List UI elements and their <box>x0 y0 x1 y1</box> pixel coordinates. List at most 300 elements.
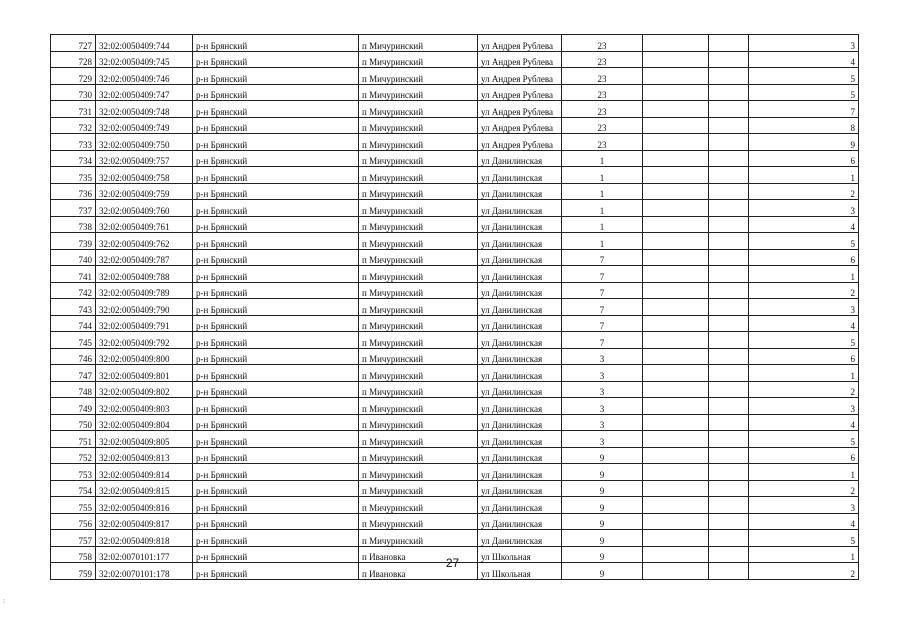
district: р-н Брянский <box>193 249 359 266</box>
district: р-н Брянский <box>193 398 359 415</box>
empty-cell <box>709 282 749 299</box>
empty-cell <box>709 365 749 382</box>
cadastral-number: 32:02:0050409:750 <box>96 134 193 151</box>
table-row <box>51 365 859 382</box>
house-number: 1 <box>562 183 643 200</box>
house-number: 23 <box>562 84 643 101</box>
house-number: 9 <box>562 497 643 514</box>
row-number: 758 <box>51 546 96 563</box>
cadastral-number: 32:02:0050409:788 <box>96 266 193 283</box>
empty-cell <box>709 530 749 547</box>
locality: п Мичуринский <box>359 35 478 52</box>
district: р-н Брянский <box>193 84 359 101</box>
locality: п Мичуринский <box>359 183 478 200</box>
table-row <box>51 84 859 101</box>
locality: п Ивановка <box>359 563 478 580</box>
district: р-н Брянский <box>193 513 359 530</box>
cadastral-number: 32:02:0050409:762 <box>96 233 193 250</box>
cadastral-number: 32:02:0050409:814 <box>96 464 193 481</box>
district: р-н Брянский <box>193 68 359 85</box>
district: р-н Брянский <box>193 150 359 167</box>
street: ул Школьная <box>478 546 562 563</box>
street: ул Данилинская <box>478 200 562 217</box>
table-row <box>51 35 859 52</box>
row-number: 745 <box>51 332 96 349</box>
cadastral-number: 32:02:0050409:818 <box>96 530 193 547</box>
empty-cell <box>709 513 749 530</box>
house-number: 1 <box>562 150 643 167</box>
row-number: 747 <box>51 365 96 382</box>
apartment-number: 1 <box>749 464 859 481</box>
empty-cell <box>709 480 749 497</box>
street: ул Данилинская <box>478 183 562 200</box>
empty-cell <box>709 68 749 85</box>
district: р-н Брянский <box>193 117 359 134</box>
cadastral-number: 32:02:0050409:745 <box>96 51 193 68</box>
district: р-н Брянский <box>193 530 359 547</box>
empty-cell <box>709 381 749 398</box>
locality: п Мичуринский <box>359 68 478 85</box>
house-number: 7 <box>562 332 643 349</box>
cadastral-number: 32:02:0050409:800 <box>96 348 193 365</box>
locality: п Мичуринский <box>359 398 478 415</box>
district: р-н Брянский <box>193 348 359 365</box>
street: ул Данилинская <box>478 282 562 299</box>
apartment-number: 3 <box>749 398 859 415</box>
table-row <box>51 200 859 217</box>
cadastral-number: 32:02:0050409:801 <box>96 365 193 382</box>
street: ул Данилинская <box>478 332 562 349</box>
table-row <box>51 464 859 481</box>
district: р-н Брянский <box>193 51 359 68</box>
cadastral-number: 32:02:0070101:178 <box>96 563 193 580</box>
cadastral-number: 32:02:0050409:803 <box>96 398 193 415</box>
apartment-number: 1 <box>749 167 859 184</box>
table-row <box>51 431 859 448</box>
locality: п Мичуринский <box>359 431 478 448</box>
empty-cell <box>643 35 709 52</box>
house-number: 3 <box>562 381 643 398</box>
cadastral-number: 32:02:0050409:747 <box>96 84 193 101</box>
district: р-н Брянский <box>193 464 359 481</box>
cadastral-number: 32:02:0050409:787 <box>96 249 193 266</box>
table-row <box>51 299 859 316</box>
scan-margin-mark: ⁝ <box>3 598 5 605</box>
cadastral-number: 32:02:0050409:813 <box>96 447 193 464</box>
house-number: 9 <box>562 546 643 563</box>
locality: п Мичуринский <box>359 101 478 118</box>
empty-cell <box>709 84 749 101</box>
table-row <box>51 497 859 514</box>
empty-cell <box>643 480 709 497</box>
registry-table <box>50 34 859 580</box>
locality: п Мичуринский <box>359 513 478 530</box>
empty-cell <box>643 398 709 415</box>
house-number: 9 <box>562 464 643 481</box>
empty-cell <box>709 216 749 233</box>
page-number: 27 <box>445 556 460 570</box>
street: ул Данилинская <box>478 381 562 398</box>
house-number: 3 <box>562 365 643 382</box>
table-row <box>51 167 859 184</box>
row-number: 743 <box>51 299 96 316</box>
empty-cell <box>643 497 709 514</box>
empty-cell <box>709 299 749 316</box>
row-number: 754 <box>51 480 96 497</box>
district: р-н Брянский <box>193 183 359 200</box>
empty-cell <box>643 51 709 68</box>
district: р-н Брянский <box>193 35 359 52</box>
apartment-number: 6 <box>749 348 859 365</box>
apartment-number: 3 <box>749 299 859 316</box>
street: ул Данилинская <box>478 249 562 266</box>
row-number: 755 <box>51 497 96 514</box>
locality: п Мичуринский <box>359 266 478 283</box>
empty-cell <box>643 266 709 283</box>
house-number: 3 <box>562 414 643 431</box>
apartment-number: 3 <box>749 200 859 217</box>
table-row <box>51 266 859 283</box>
district: р-н Брянский <box>193 134 359 151</box>
row-number: 737 <box>51 200 96 217</box>
empty-cell <box>643 216 709 233</box>
empty-cell <box>709 51 749 68</box>
district: р-н Брянский <box>193 414 359 431</box>
apartment-number: 4 <box>749 51 859 68</box>
district: р-н Брянский <box>193 233 359 250</box>
empty-cell <box>709 431 749 448</box>
row-number: 750 <box>51 414 96 431</box>
table-row <box>51 513 859 530</box>
street: ул Данилинская <box>478 216 562 233</box>
empty-cell <box>709 447 749 464</box>
street: ул Данилинская <box>478 299 562 316</box>
cadastral-number: 32:02:0050409:802 <box>96 381 193 398</box>
empty-cell <box>643 282 709 299</box>
apartment-number: 4 <box>749 414 859 431</box>
cadastral-number: 32:02:0050409:805 <box>96 431 193 448</box>
apartment-number: 4 <box>749 216 859 233</box>
street: ул Андрея Рублева <box>478 68 562 85</box>
apartment-number: 2 <box>749 381 859 398</box>
table-row <box>51 530 859 547</box>
street: ул Данилинская <box>478 398 562 415</box>
district: р-н Брянский <box>193 563 359 580</box>
table-row <box>51 315 859 332</box>
empty-cell <box>643 414 709 431</box>
locality: п Мичуринский <box>359 332 478 349</box>
street: ул Данилинская <box>478 431 562 448</box>
apartment-number: 5 <box>749 431 859 448</box>
locality: п Ивановка <box>359 546 478 563</box>
district: р-н Брянский <box>193 216 359 233</box>
house-number: 9 <box>562 447 643 464</box>
empty-cell <box>643 101 709 118</box>
empty-cell <box>643 513 709 530</box>
locality: п Мичуринский <box>359 447 478 464</box>
empty-cell <box>709 167 749 184</box>
cadastral-number: 32:02:0050409:761 <box>96 216 193 233</box>
apartment-number: 4 <box>749 513 859 530</box>
locality: п Мичуринский <box>359 414 478 431</box>
table-row <box>51 150 859 167</box>
row-number: 751 <box>51 431 96 448</box>
apartment-number: 2 <box>749 480 859 497</box>
street: ул Данилинская <box>478 150 562 167</box>
house-number: 7 <box>562 266 643 283</box>
cadastral-number: 32:02:0050409:816 <box>96 497 193 514</box>
apartment-number: 2 <box>749 183 859 200</box>
apartment-number: 5 <box>749 84 859 101</box>
locality: п Мичуринский <box>359 480 478 497</box>
district: р-н Брянский <box>193 167 359 184</box>
row-number: 734 <box>51 150 96 167</box>
table-row <box>51 414 859 431</box>
street: ул Андрея Рублева <box>478 51 562 68</box>
district: р-н Брянский <box>193 266 359 283</box>
table-row <box>51 233 859 250</box>
cadastral-number: 32:02:0050409:817 <box>96 513 193 530</box>
cadastral-number: 32:02:0050409:746 <box>96 68 193 85</box>
empty-cell <box>709 117 749 134</box>
row-number: 731 <box>51 101 96 118</box>
street: ул Данилинская <box>478 348 562 365</box>
apartment-number: 4 <box>749 315 859 332</box>
locality: п Мичуринский <box>359 84 478 101</box>
empty-cell <box>643 183 709 200</box>
house-number: 23 <box>562 68 643 85</box>
locality: п Мичуринский <box>359 233 478 250</box>
house-number: 3 <box>562 398 643 415</box>
house-number: 7 <box>562 249 643 266</box>
apartment-number: 2 <box>749 282 859 299</box>
cadastral-number: 32:02:0050409:749 <box>96 117 193 134</box>
house-number: 1 <box>562 200 643 217</box>
table-row <box>51 101 859 118</box>
apartment-number: 6 <box>749 249 859 266</box>
street: ул Данилинская <box>478 414 562 431</box>
house-number: 3 <box>562 348 643 365</box>
empty-cell <box>643 68 709 85</box>
table-row <box>51 398 859 415</box>
empty-cell <box>709 150 749 167</box>
apartment-number: 5 <box>749 332 859 349</box>
district: р-н Брянский <box>193 299 359 316</box>
empty-cell <box>643 134 709 151</box>
empty-cell <box>709 266 749 283</box>
empty-cell <box>643 299 709 316</box>
house-number: 1 <box>562 233 643 250</box>
apartment-number: 5 <box>749 233 859 250</box>
locality: п Мичуринский <box>359 249 478 266</box>
house-number: 23 <box>562 35 643 52</box>
table-row <box>51 332 859 349</box>
empty-cell <box>643 117 709 134</box>
district: р-н Брянский <box>193 315 359 332</box>
locality: п Мичуринский <box>359 497 478 514</box>
empty-cell <box>643 447 709 464</box>
empty-cell <box>643 315 709 332</box>
apartment-number: 1 <box>749 266 859 283</box>
house-number: 23 <box>562 117 643 134</box>
house-number: 7 <box>562 299 643 316</box>
street: ул Данилинская <box>478 365 562 382</box>
empty-cell <box>643 530 709 547</box>
apartment-number: 7 <box>749 101 859 118</box>
locality: п Мичуринский <box>359 216 478 233</box>
row-number: 746 <box>51 348 96 365</box>
row-number: 756 <box>51 513 96 530</box>
locality: п Мичуринский <box>359 150 478 167</box>
row-number: 740 <box>51 249 96 266</box>
cadastral-number: 32:02:0050409:791 <box>96 315 193 332</box>
empty-cell <box>709 398 749 415</box>
empty-cell <box>643 233 709 250</box>
empty-cell <box>709 183 749 200</box>
locality: п Мичуринский <box>359 348 478 365</box>
district: р-н Брянский <box>193 101 359 118</box>
row-number: 759 <box>51 563 96 580</box>
district: р-н Брянский <box>193 497 359 514</box>
empty-cell <box>643 249 709 266</box>
empty-cell <box>709 497 749 514</box>
house-number: 23 <box>562 134 643 151</box>
table-row <box>51 183 859 200</box>
empty-cell <box>709 315 749 332</box>
street: ул Андрея Рублева <box>478 134 562 151</box>
locality: п Мичуринский <box>359 117 478 134</box>
empty-cell <box>643 348 709 365</box>
cadastral-number: 32:02:0050409:815 <box>96 480 193 497</box>
empty-cell <box>709 414 749 431</box>
district: р-н Брянский <box>193 431 359 448</box>
empty-cell <box>709 233 749 250</box>
cadastral-number: 32:02:0050409:757 <box>96 150 193 167</box>
locality: п Мичуринский <box>359 381 478 398</box>
house-number: 9 <box>562 480 643 497</box>
street: ул Данилинская <box>478 530 562 547</box>
row-number: 748 <box>51 381 96 398</box>
district: р-н Брянский <box>193 365 359 382</box>
district: р-н Брянский <box>193 200 359 217</box>
locality: п Мичуринский <box>359 200 478 217</box>
cadastral-number: 32:02:0050409:758 <box>96 167 193 184</box>
district: р-н Брянский <box>193 332 359 349</box>
house-number: 7 <box>562 315 643 332</box>
row-number: 742 <box>51 282 96 299</box>
table-row <box>51 480 859 497</box>
empty-cell <box>643 381 709 398</box>
street: ул Данилинская <box>478 167 562 184</box>
cadastral-number: 32:02:0050409:744 <box>96 35 193 52</box>
house-number: 23 <box>562 101 643 118</box>
house-number: 1 <box>562 167 643 184</box>
street: ул Андрея Рублева <box>478 101 562 118</box>
street: ул Данилинская <box>478 447 562 464</box>
table-row <box>51 216 859 233</box>
row-number: 730 <box>51 84 96 101</box>
row-number: 757 <box>51 530 96 547</box>
empty-cell <box>643 332 709 349</box>
table-row <box>51 117 859 134</box>
row-number: 729 <box>51 68 96 85</box>
table-row <box>51 447 859 464</box>
empty-cell <box>643 150 709 167</box>
street: ул Андрея Рублева <box>478 84 562 101</box>
empty-cell <box>709 134 749 151</box>
cadastral-number: 32:02:0070101:177 <box>96 546 193 563</box>
district: р-н Брянский <box>193 480 359 497</box>
row-number: 752 <box>51 447 96 464</box>
apartment-number: 8 <box>749 117 859 134</box>
apartment-number: 6 <box>749 150 859 167</box>
empty-cell <box>709 332 749 349</box>
cadastral-number: 32:02:0050409:804 <box>96 414 193 431</box>
row-number: 739 <box>51 233 96 250</box>
street: ул Школьная <box>478 563 562 580</box>
apartment-number: 1 <box>749 546 859 563</box>
street: ул Андрея Рублева <box>478 117 562 134</box>
empty-cell <box>709 35 749 52</box>
cadastral-number: 32:02:0050409:789 <box>96 282 193 299</box>
district: р-н Брянский <box>193 381 359 398</box>
row-number: 733 <box>51 134 96 151</box>
street: ул Данилинская <box>478 464 562 481</box>
apartment-number: 5 <box>749 530 859 547</box>
row-number: 749 <box>51 398 96 415</box>
table-row <box>51 68 859 85</box>
apartment-number: 1 <box>749 365 859 382</box>
locality: п Мичуринский <box>359 464 478 481</box>
empty-cell <box>709 200 749 217</box>
empty-cell <box>709 348 749 365</box>
house-number: 3 <box>562 431 643 448</box>
empty-cell <box>643 84 709 101</box>
row-number: 741 <box>51 266 96 283</box>
row-number: 738 <box>51 216 96 233</box>
cadastral-number: 32:02:0050409:748 <box>96 101 193 118</box>
empty-cell <box>709 101 749 118</box>
row-number: 727 <box>51 35 96 52</box>
empty-cell <box>643 431 709 448</box>
row-number: 744 <box>51 315 96 332</box>
house-number: 9 <box>562 563 643 580</box>
row-number: 732 <box>51 117 96 134</box>
table-row <box>51 282 859 299</box>
cadastral-number: 32:02:0050409:760 <box>96 200 193 217</box>
table-row <box>51 381 859 398</box>
empty-cell <box>643 167 709 184</box>
row-number: 753 <box>51 464 96 481</box>
empty-cell <box>643 464 709 481</box>
apartment-number: 3 <box>749 497 859 514</box>
house-number: 7 <box>562 282 643 299</box>
empty-cell <box>709 464 749 481</box>
apartment-number: 5 <box>749 68 859 85</box>
street: ул Данилинская <box>478 266 562 283</box>
apartment-number: 2 <box>749 563 859 580</box>
row-number: 736 <box>51 183 96 200</box>
row-number: 735 <box>51 167 96 184</box>
locality: п Мичуринский <box>359 51 478 68</box>
row-number: 728 <box>51 51 96 68</box>
empty-cell <box>643 365 709 382</box>
cadastral-number: 32:02:0050409:792 <box>96 332 193 349</box>
street: ул Данилинская <box>478 315 562 332</box>
table-row <box>51 51 859 68</box>
cadastral-number: 32:02:0050409:790 <box>96 299 193 316</box>
house-number: 9 <box>562 530 643 547</box>
